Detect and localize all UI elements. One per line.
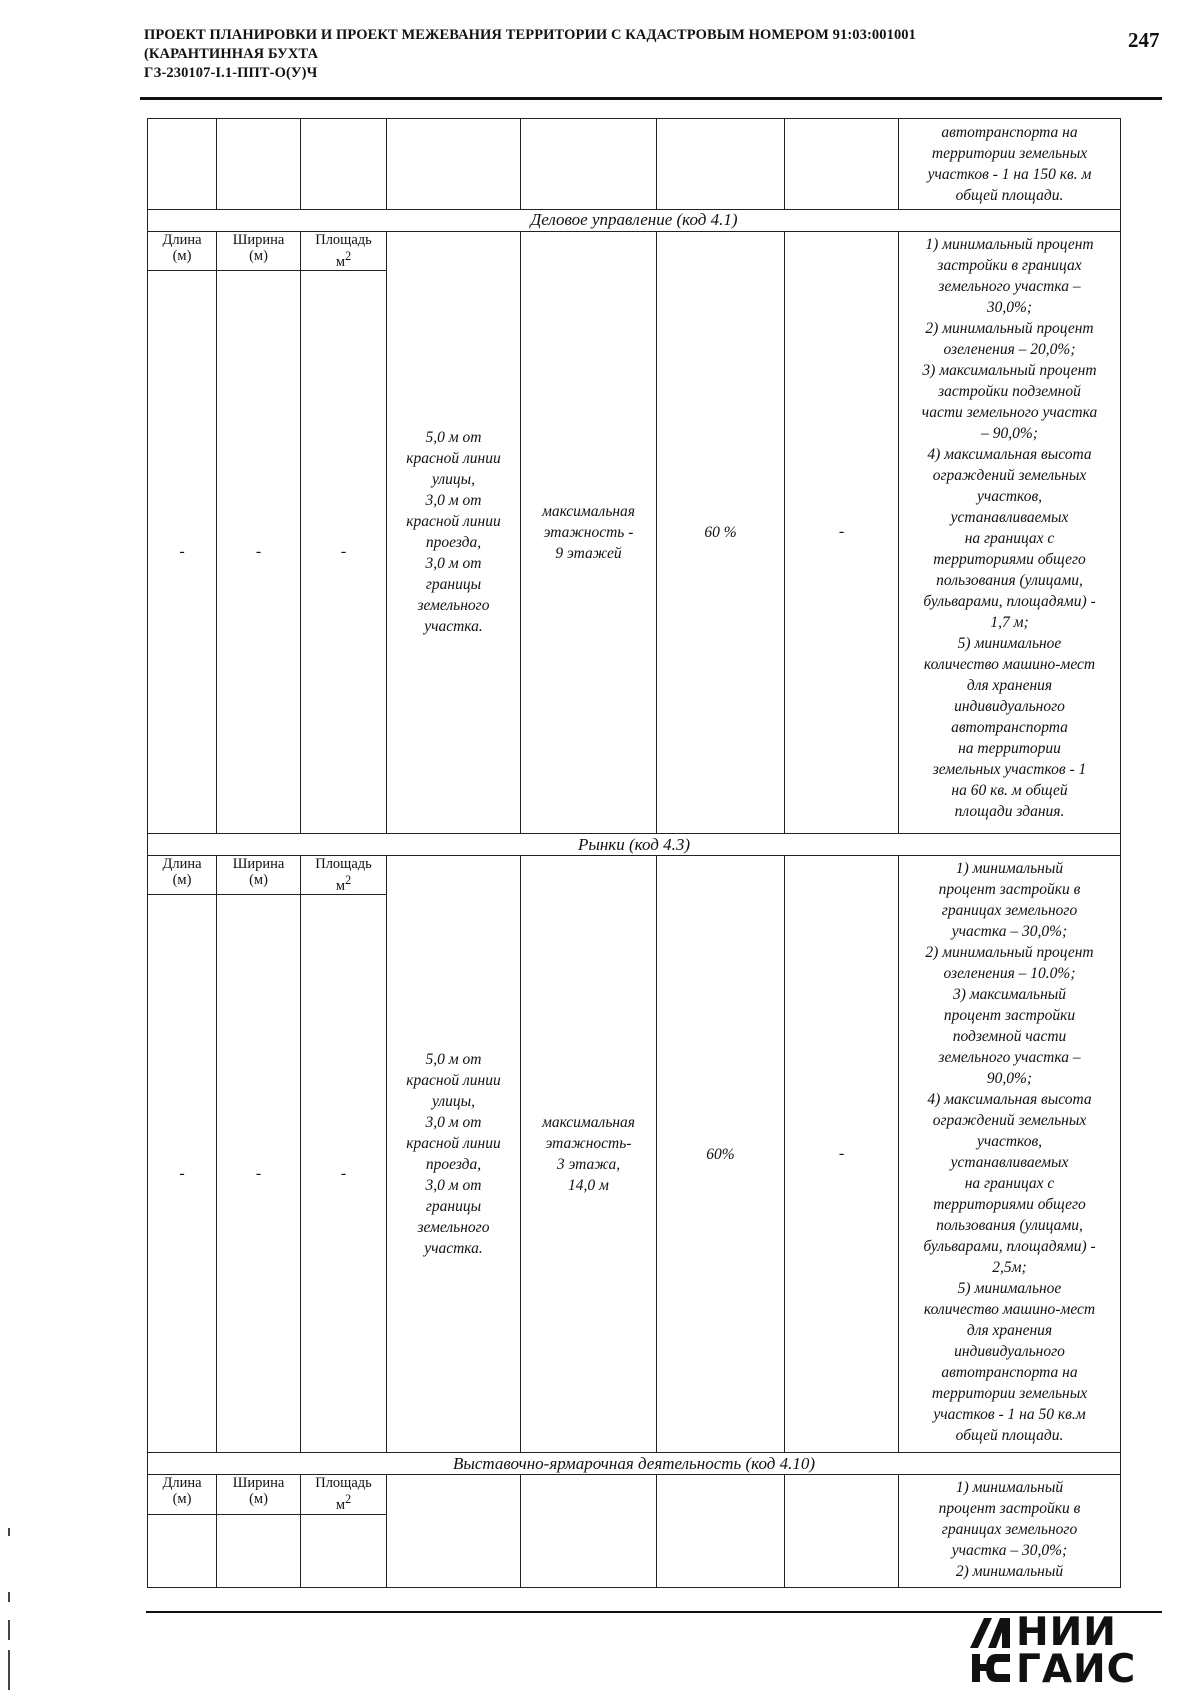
header-document-code: ГЗ-230107-I.1-ППТ-О(У)Ч <box>144 65 318 81</box>
column-header-row <box>148 231 1121 270</box>
scan-margin-mark <box>8 1650 10 1690</box>
coverage-cell: 60 % <box>657 231 785 833</box>
document-header <box>144 26 1084 83</box>
width-value: - <box>217 270 301 833</box>
other-cell: - <box>785 856 899 1453</box>
length-value: - <box>148 895 217 1453</box>
section-title-row <box>148 209 1121 231</box>
area-header: Площадь $м^2$ <box>301 1475 387 1514</box>
coverage-cell: 60% <box>657 856 785 1453</box>
length-value: - <box>148 270 217 833</box>
column-header-row <box>148 856 1121 895</box>
area-value: - <box>301 895 387 1453</box>
width-header: Ширина (м) <box>217 856 301 895</box>
scan-margin-mark <box>8 1592 10 1602</box>
scan-margin-mark <box>8 1528 10 1536</box>
continuation-params-cell: автотранспорта на территории земельных участков - 1 на 150 кв. м общей площади. <box>899 119 1121 210</box>
params-cell: 1) минимальный процент застройки в границах земельного участка – 30,0%; 2) минимальный процент озеленения – 20,0%; 3) максимальный процент застройки подземной части земельного участка – 90,0%; 4) максимальная высота ограждений земельных участков, устанавливаемых на границах с территориями общего пользования (улицами, бульварами, площадями) - 1,7 м; 5) минимальное количество машино-мест для хранения индивидуального автотранспорта на территории земельных участков - 1 на 60 кв. м общей площади здания. <box>899 231 1121 833</box>
area-header: Площадь $м^2$ <box>301 856 387 895</box>
height-cell: максимальная этажность- 3 этажа, 14,0 м <box>521 856 657 1453</box>
params-cell: 1) минимальный процент застройки в границах земельного участка – 30,0%; 2) минимальный процент озеленения – 10.0%; 3) максимальный процент застройки подземной части земельного участка – 90,0%; 4) максимальная высота ограждений земельных участков, устанавливаемых на границах с территориями общего пользования (улицами, бульварами, площадями) - 2,5м; 5) минимальное количество машино-мест для хранения индивидуального автотранспорта на территории земельных участков - 1 на 50 кв.м общей площади. <box>899 856 1121 1453</box>
width-header: Ширина (м) <box>217 231 301 270</box>
header-divider <box>140 97 1162 100</box>
width-value: - <box>217 895 301 1453</box>
height-cell: максимальная этажность - 9 этажей <box>521 231 657 833</box>
section-title-row <box>148 1453 1121 1475</box>
page-number: 247 <box>1128 28 1160 52</box>
section-title: Деловое управление (код 4.1) <box>148 209 1121 231</box>
scan-margin-mark <box>8 1620 10 1640</box>
width-header: Ширина (м) <box>217 1475 301 1514</box>
section-title-row <box>148 833 1121 855</box>
other-cell: - <box>785 231 899 833</box>
header-location: (КАРАНТИННАЯ БУХТА <box>144 46 319 62</box>
length-header: Длина (м) <box>148 231 217 270</box>
setback-cell: 5,0 м от красной линии улицы, 3,0 м от красной линии проезда, 3,0 м от границы земельного участка. <box>387 231 521 833</box>
regulations-table <box>147 118 1121 1588</box>
length-header: Длина (м) <box>148 1475 217 1514</box>
setback-cell: 5,0 м от красной линии улицы, 3,0 м от красной линии проезда, 3,0 м от границы земельного участка. <box>387 856 521 1453</box>
institute-logo <box>968 1610 1168 1692</box>
params-cell: 1) минимальный процент застройки в границах земельного участка – 30,0%; 2) минимальный <box>899 1475 1121 1588</box>
footer-divider <box>146 1611 1162 1613</box>
header-project-title: ПРОЕКТ ПЛАНИРОВКИ И ПРОЕКТ МЕЖЕВАНИЯ ТЕРРИТОРИИ С КАДАСТРОВЫМ НОМЕРОМ 91:03:001001 <box>144 27 917 43</box>
section-title: Рынки (код 4.3) <box>148 833 1121 855</box>
area-value: - <box>301 270 387 833</box>
logo-emblem-icon <box>968 1614 1012 1686</box>
area-header: Площадь $м^2$ <box>301 231 387 270</box>
column-header-row <box>148 1475 1121 1514</box>
section-title: Выставочно-ярмарочная деятельность (код 4.10) <box>148 1453 1121 1475</box>
logo-text: НИИ ГАИС <box>1016 1610 1137 1692</box>
length-header: Длина (м) <box>148 856 217 895</box>
continuation-row <box>148 119 1121 210</box>
